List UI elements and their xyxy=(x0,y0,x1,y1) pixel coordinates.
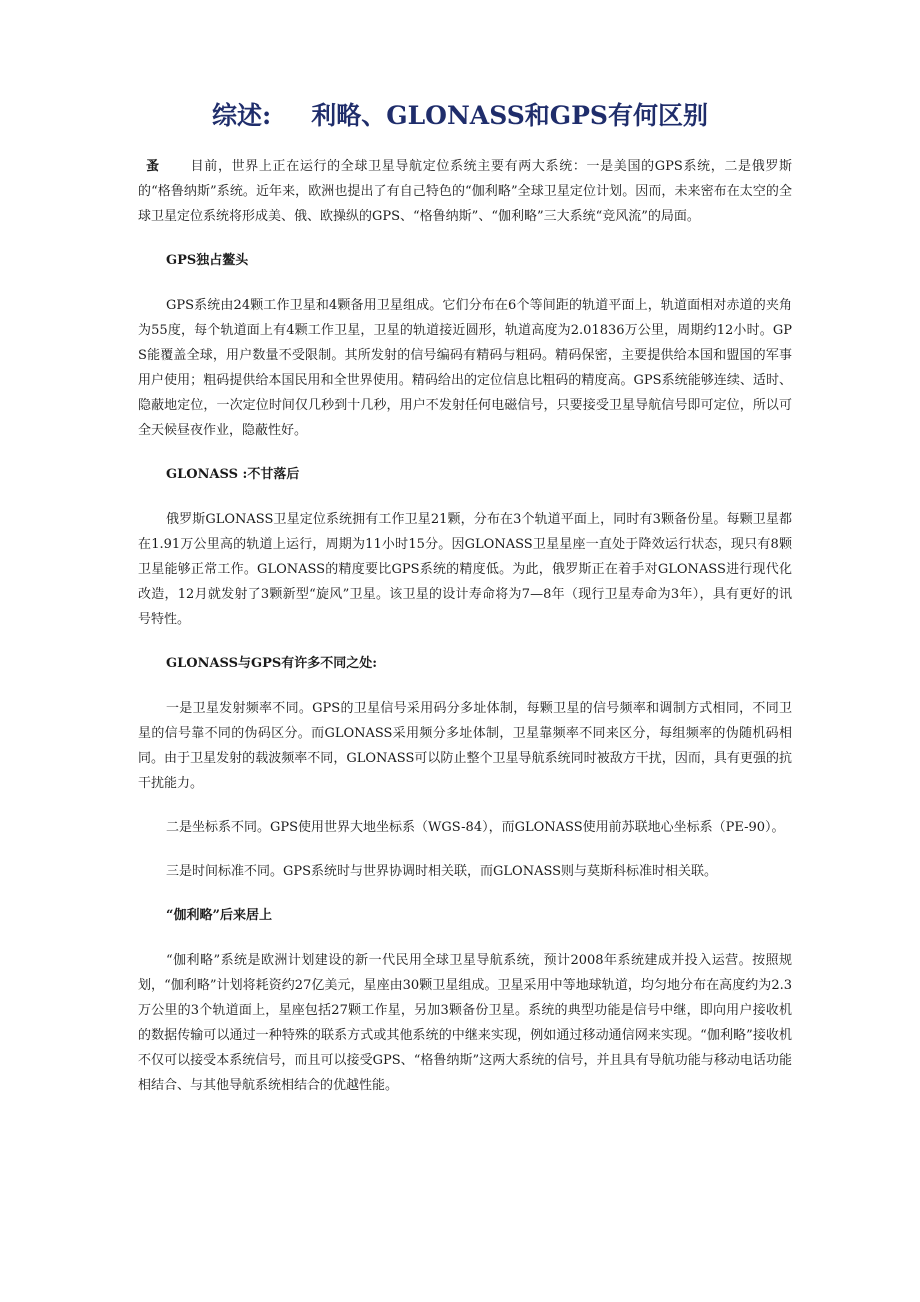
difference-paragraph-time: 三是时间标准不同。GPS系统时与世界协调时相关联，而GLONASS则与莫斯科标准时相关联。 xyxy=(166,864,718,879)
section-heading-differences: GLONASS与GPS有许多不同之处: xyxy=(166,656,378,671)
galileo-paragraph: “伽利略”系统是欧洲计划建设的新一代民用全球卫星导航系统，预计2008年系统建成并投入运营。按照规划，“伽利略”计划将耗资约27亿美元，星座由30颗卫星组成。卫星采用中等地球轨道，均匀地分布在高度约为2.3万公里的3个轨道面上，星座包括27颗工作星，另加3颗备份卫星。系统的典型功能是信号中继，即向用户接收机的数据传输可以通过一种特殊的联系方式或其他系统的中继来实现，例如通过移动通信网来实现。“伽利略”接收机不仅可以接受本系统信号，而且可以接受GPS、“格鲁纳斯”这两大系统的信号，并且具有导航功能与移动电话功能相结合、与其他导航系统相结合的优越性能。 xyxy=(138,953,792,1093)
difference-paragraph-coordinates: 二是坐标系不同。GPS使用世界大地坐标系（WGS-84），而GLONASS使用前苏联地心坐标系（PE-90）。 xyxy=(166,820,785,835)
section-heading-glonass: GLONASS :不甘落后 xyxy=(166,467,300,482)
article-body xyxy=(138,154,792,1098)
intro-paragraph xyxy=(138,154,792,229)
intro-marker: 蚤 xyxy=(146,159,160,174)
title-lead: 综述: xyxy=(212,101,272,130)
intro-text: 目前，世界上正在运行的全球卫星导航定位系统主要有两大系统：一是美国的GPS系统，二是俄罗斯的“格鲁纳斯”系统。近年来，欧洲也提出了有自己特色的“伽利略”全球卫星定位计划。因而，未来密布在太空的全球卫星定位系统将形成美、俄、欧操纵的GPS、“格鲁纳斯”、“伽利略”三大系统“竞风流”的局面。 xyxy=(138,159,792,224)
section-heading-gps: GPS独占鳌头 xyxy=(166,253,249,268)
title-main: 利略、GLONASS和GPS有何区别 xyxy=(311,101,708,130)
section-heading-galileo: “伽利略”后来居上 xyxy=(166,908,272,923)
difference-paragraph-frequency: 一是卫星发射频率不同。GPS的卫星信号采用码分多址体制，每颗卫星的信号频率和调制方式相同，不同卫星的信号靠不同的伪码区分。而GLONASS采用频分多址体制，卫星靠频率不同来区分，每组频率的伪随机码相同。由于卫星发射的载波频率不同，GLONASS可以防止整个卫星导航系统同时被敌方干扰，因而，具有更强的抗干扰能力。 xyxy=(138,701,792,791)
glonass-paragraph: 俄罗斯GLONASS卫星定位系统拥有工作卫星21颗，分布在3个轨道平面上，同时有3颗备份星。每颗卫星都在1.91万公里高的轨道上运行，周期为11小时15分。因GLONASS卫星星座一直处于降效运行状态，现只有8颗卫星能够正常工作。GLONASS的精度要比GPS系统的精度低。为此，俄罗斯正在着手对GLONASS进行现代化改造，12月就发射了3颗新型“旋风”卫星。该卫星的设计寿命将为7—8年（现行卫星寿命为3年），具有更好的讯号特性。 xyxy=(138,512,792,627)
page-title xyxy=(0,96,920,132)
gps-paragraph: GPS系统由24颗工作卫星和4颗备用卫星组成。它们分布在6个等间距的轨道平面上，轨道面相对赤道的夹角为55度，每个轨道面上有4颗工作卫星，卫星的轨道接近圆形，轨道高度为2.01836万公里，周期约12小时。GPS能覆盖全球，用户数量不受限制。其所发射的信号编码有精码与粗码。精码保密，主要提供给本国和盟国的军事用户使用；粗码提供给本国民用和全世界使用。精码给出的定位信息比粗码的精度高。GPS系统能够连续、适时、隐蔽地定位，一次定位时间仅几秒到十几秒，用户不发射任何电磁信号，只要接受卫星导航信号即可定位，所以可全天候昼夜作业，隐蔽性好。 xyxy=(138,298,792,438)
